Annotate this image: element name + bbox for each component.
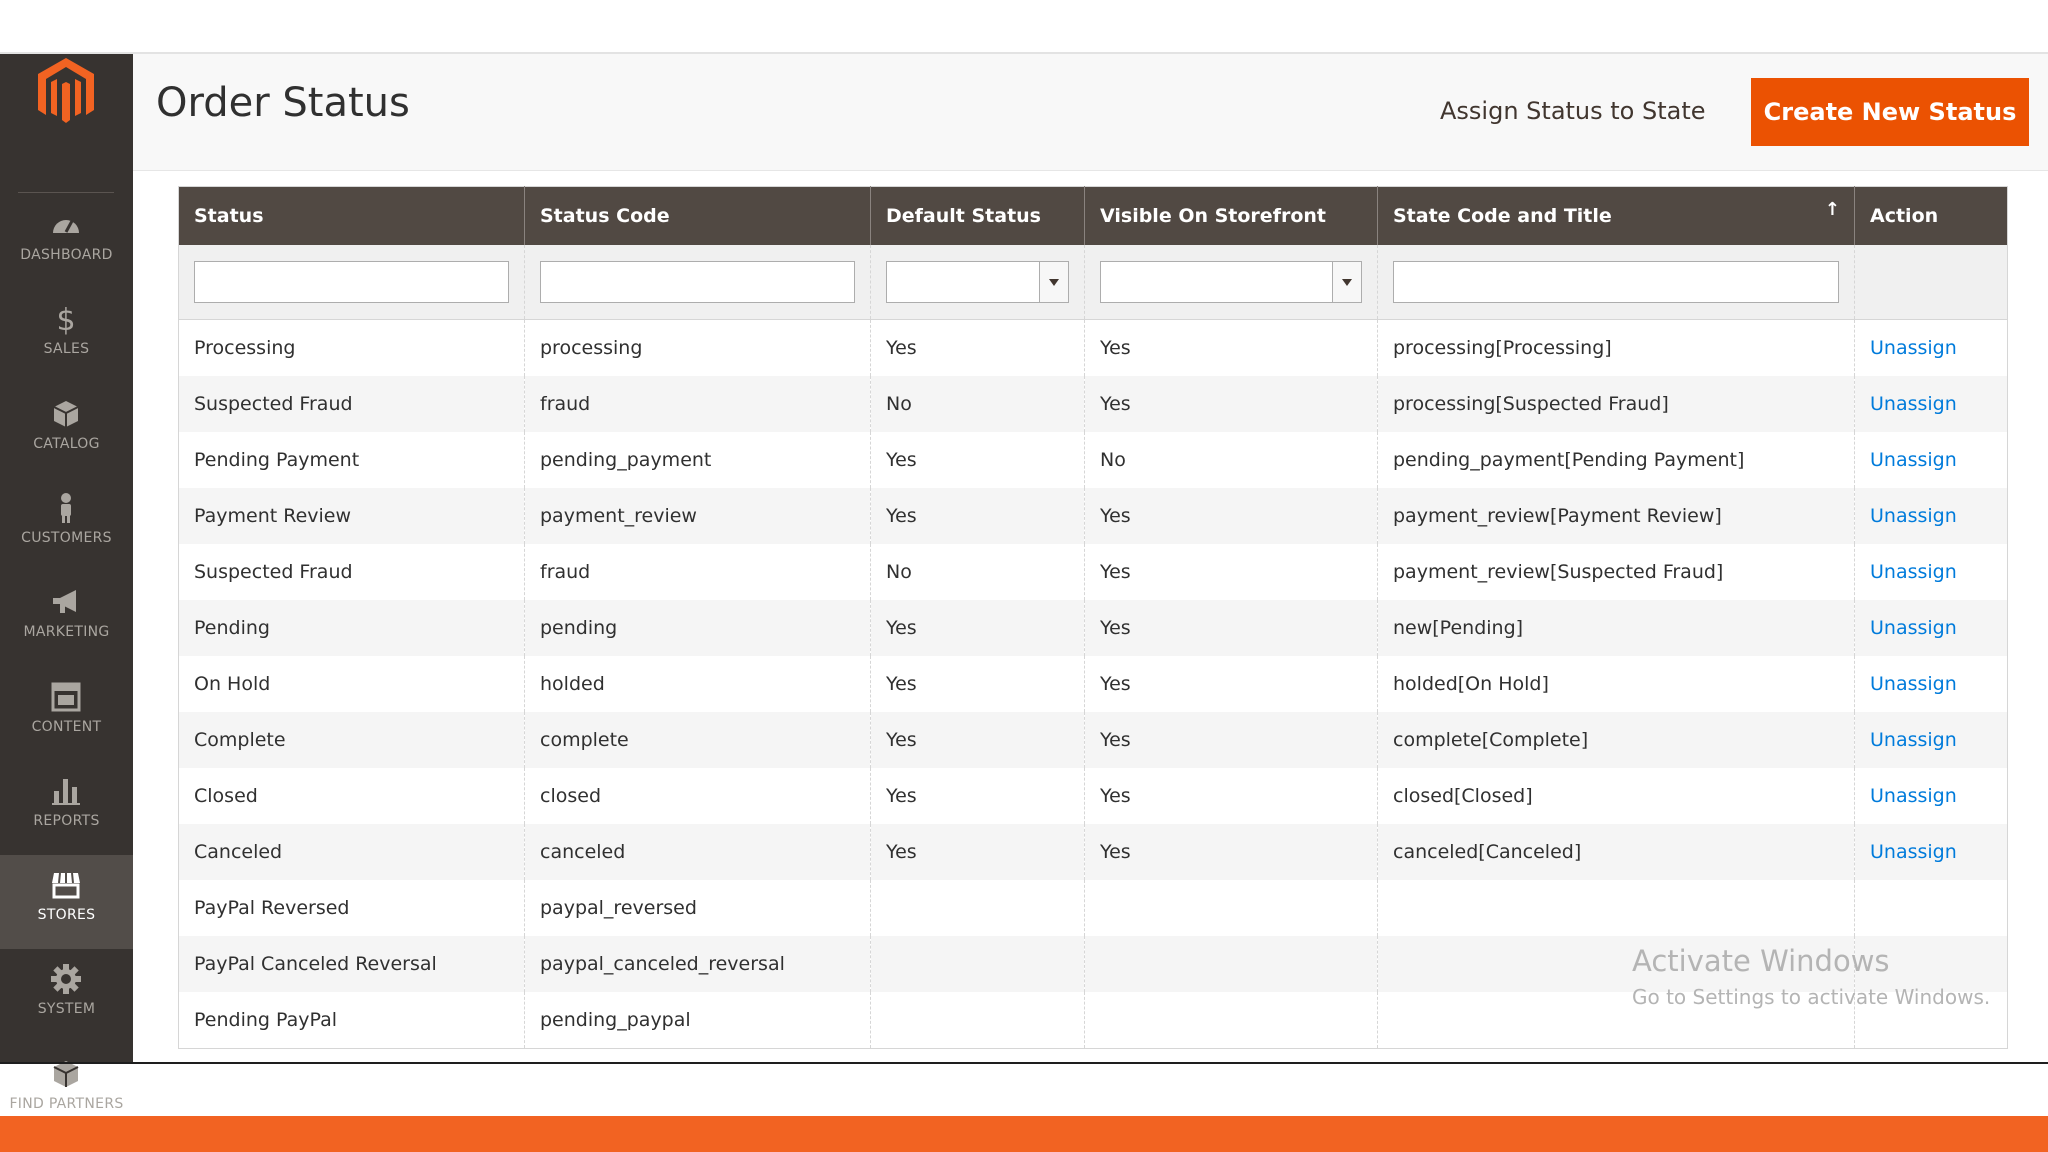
sidebar-item-label: SYSTEM	[37, 1001, 96, 1018]
state-code-cell: closed[Closed]	[1378, 768, 1855, 824]
status-cell: PayPal Canceled Reversal	[179, 936, 525, 992]
unassign-link[interactable]: Unassign	[1870, 673, 1957, 695]
default-status-cell: Yes	[871, 600, 1085, 656]
unassign-link[interactable]: Unassign	[1870, 393, 1957, 415]
visible-on-storefront-cell: No	[1085, 432, 1378, 488]
status-cell: Suspected Fraud	[179, 544, 525, 600]
svg-text:$: $	[56, 303, 76, 336]
windows-activation-watermark-text: Go to Settings to activate Windows.	[1632, 985, 1991, 1009]
table-row[interactable]	[179, 768, 2008, 824]
status-cell: Pending	[179, 600, 525, 656]
storefront-icon	[50, 869, 82, 901]
layout-icon	[50, 681, 82, 713]
table-row[interactable]	[179, 824, 2008, 880]
state-code-header-label: State Code and Title	[1393, 205, 1612, 227]
column-header-status[interactable]: Status	[179, 187, 525, 246]
default-status-cell: Yes	[871, 712, 1085, 768]
action-cell	[1855, 768, 2008, 824]
default-status-cell: Yes	[871, 488, 1085, 544]
status-cell: Pending Payment	[179, 432, 525, 488]
visible-on-storefront-cell: Yes	[1085, 712, 1378, 768]
visible-on-storefront-cell	[1085, 880, 1378, 936]
visible-on-storefront-cell: Yes	[1085, 824, 1378, 880]
sidebar-item-label: CONTENT	[31, 718, 102, 735]
sidebar-item-catalog[interactable]	[0, 384, 133, 478]
state-code-cell	[1378, 880, 1855, 936]
sidebar-item-label: SALES	[43, 341, 90, 358]
sidebar-item-label: REPORTS	[33, 812, 100, 829]
table-row[interactable]	[179, 656, 2008, 712]
sidebar-item-label: FIND PARTNERS	[9, 1095, 124, 1112]
logo-divider	[18, 192, 114, 193]
status-code-cell: pending	[525, 600, 871, 656]
status-cell: Processing	[179, 320, 525, 377]
visible-on-storefront-cell	[1085, 992, 1378, 1049]
status-code-cell: payment_review	[525, 488, 871, 544]
state-code-cell: new[Pending]	[1378, 600, 1855, 656]
status-code-cell: pending_payment	[525, 432, 871, 488]
action-cell	[1855, 880, 2008, 936]
table-row[interactable]	[179, 432, 2008, 488]
visible-on-storefront-cell: Yes	[1085, 320, 1378, 377]
unassign-link[interactable]: Unassign	[1870, 505, 1957, 527]
status-code-cell: complete	[525, 712, 871, 768]
state-code-cell: payment_review[Payment Review]	[1378, 488, 1855, 544]
speedometer-icon	[50, 209, 82, 241]
status-cell: Suspected Fraud	[179, 376, 525, 432]
column-header-status-code[interactable]: Status Code	[525, 187, 871, 246]
table-row[interactable]	[179, 320, 2008, 377]
state-code-cell: canceled[Canceled]	[1378, 824, 1855, 880]
state-code-cell: complete[Complete]	[1378, 712, 1855, 768]
default-status-cell: No	[871, 376, 1085, 432]
visible-on-storefront-filter-select[interactable]	[1100, 261, 1362, 303]
status-code-cell: paypal_canceled_reversal	[525, 936, 871, 992]
visible-on-storefront-cell: Yes	[1085, 768, 1378, 824]
action-cell	[1855, 320, 2008, 377]
column-header-state-code-and-title[interactable]	[1378, 187, 1855, 246]
sidebar-item-label: STORES	[37, 907, 96, 924]
admin-sidebar	[0, 54, 133, 1112]
status-cell: Complete	[179, 712, 525, 768]
status-cell: On Hold	[179, 656, 525, 712]
status-cell: PayPal Reversed	[179, 880, 525, 936]
box-icon	[50, 398, 82, 430]
visible-on-storefront-cell: Yes	[1085, 600, 1378, 656]
table-row[interactable]	[179, 488, 2008, 544]
default-status-cell: Yes	[871, 768, 1085, 824]
unassign-link[interactable]: Unassign	[1870, 337, 1957, 359]
bottom-divider	[0, 1062, 2048, 1064]
sidebar-item-customers[interactable]	[0, 478, 133, 572]
sidebar-item-label: CUSTOMERS	[21, 529, 112, 546]
sidebar-item-reports[interactable]	[0, 761, 133, 855]
gear-icon	[50, 963, 82, 995]
sidebar-item-sales[interactable]	[0, 289, 133, 383]
default-status-filter-select[interactable]	[886, 261, 1069, 303]
state-code-cell: pending_payment[Pending Payment]	[1378, 432, 1855, 488]
visible-on-storefront-cell: Yes	[1085, 488, 1378, 544]
action-cell	[1855, 544, 2008, 600]
column-header-default-status[interactable]: Default Status	[871, 187, 1085, 246]
column-header-visible-on-storefront[interactable]: Visible On Storefront	[1085, 187, 1378, 246]
default-status-cell	[871, 880, 1085, 936]
action-cell	[1855, 712, 2008, 768]
visible-on-storefront-cell: Yes	[1085, 544, 1378, 600]
page-header	[133, 54, 2048, 171]
visible-on-storefront-cell: Yes	[1085, 376, 1378, 432]
state-code-cell: processing[Processing]	[1378, 320, 1855, 377]
status-code-cell: paypal_reversed	[525, 880, 871, 936]
create-new-status-button[interactable]: Create New Status	[1751, 78, 2029, 146]
status-cell: Payment Review	[179, 488, 525, 544]
table-row[interactable]	[179, 544, 2008, 600]
sort-ascending-icon: ↑	[1824, 199, 1840, 220]
action-cell	[1855, 488, 2008, 544]
sidebar-item-label: CATALOG	[33, 435, 100, 452]
status-filter-input[interactable]	[194, 261, 509, 303]
table-row[interactable]	[179, 712, 2008, 768]
sidebar-item-stores[interactable]	[0, 855, 133, 949]
visible-on-storefront-cell: Yes	[1085, 656, 1378, 712]
state-code-filter-input[interactable]	[1393, 261, 1839, 303]
status-code-cell: canceled	[525, 824, 871, 880]
grid-header-row	[179, 187, 2008, 246]
status-code-filter-input[interactable]	[540, 261, 855, 303]
action-cell	[1855, 656, 2008, 712]
action-cell	[1855, 600, 2008, 656]
action-cell	[1855, 432, 2008, 488]
page-title: Order Status	[156, 80, 410, 126]
magento-logo-icon[interactable]	[34, 54, 98, 128]
order-status-grid	[178, 186, 2008, 1049]
default-status-cell	[871, 992, 1085, 1049]
default-status-cell: Yes	[871, 656, 1085, 712]
default-status-cell: Yes	[871, 432, 1085, 488]
sidebar-item-system[interactable]	[0, 949, 133, 1043]
person-icon	[50, 492, 82, 524]
chevron-down-icon	[1332, 262, 1361, 302]
table-row[interactable]	[179, 600, 2008, 656]
visible-on-storefront-cell	[1085, 936, 1378, 992]
bottom-accent-bar	[0, 1116, 2048, 1152]
bar-chart-icon	[50, 775, 82, 807]
default-status-cell	[871, 936, 1085, 992]
table-row[interactable]	[179, 880, 2008, 936]
status-cell: Pending PayPal	[179, 992, 525, 1049]
chevron-down-icon	[1039, 262, 1068, 302]
unassign-link[interactable]: Unassign	[1870, 729, 1957, 751]
windows-activation-watermark-title: Activate Windows	[1632, 944, 1890, 978]
status-code-cell: fraud	[525, 544, 871, 600]
status-code-cell: processing	[525, 320, 871, 377]
default-status-cell: No	[871, 544, 1085, 600]
filter-row	[179, 245, 2008, 320]
unassign-link[interactable]: Unassign	[1870, 841, 1957, 863]
unassign-link[interactable]: Unassign	[1870, 561, 1957, 583]
unassign-link[interactable]: Unassign	[1870, 617, 1957, 639]
action-cell	[1855, 824, 2008, 880]
default-status-cell: Yes	[871, 824, 1085, 880]
assign-status-to-state-button[interactable]: Assign Status to State	[1440, 97, 1706, 125]
state-code-cell: payment_review[Suspected Fraud]	[1378, 544, 1855, 600]
default-status-cell: Yes	[871, 320, 1085, 377]
column-header-action: Action	[1855, 187, 2008, 246]
unassign-link[interactable]: Unassign	[1870, 449, 1957, 471]
sidebar-item-dashboard[interactable]	[0, 195, 133, 289]
table-row[interactable]	[179, 376, 2008, 432]
status-code-cell: holded	[525, 656, 871, 712]
sidebar-item-label: MARKETING	[23, 624, 110, 641]
action-cell	[1855, 376, 2008, 432]
status-code-cell: closed	[525, 768, 871, 824]
dollar-icon	[50, 303, 82, 335]
megaphone-icon	[50, 586, 82, 618]
sidebar-item-label: DASHBOARD	[20, 247, 113, 263]
status-cell: Canceled	[179, 824, 525, 880]
status-code-cell: fraud	[525, 376, 871, 432]
state-code-cell: processing[Suspected Fraud]	[1378, 376, 1855, 432]
sidebar-item-content[interactable]	[0, 667, 133, 761]
status-code-cell: pending_paypal	[525, 992, 871, 1049]
sidebar-item-marketing[interactable]	[0, 572, 133, 666]
unassign-link[interactable]: Unassign	[1870, 785, 1957, 807]
status-cell: Closed	[179, 768, 525, 824]
state-code-cell: holded[On Hold]	[1378, 656, 1855, 712]
